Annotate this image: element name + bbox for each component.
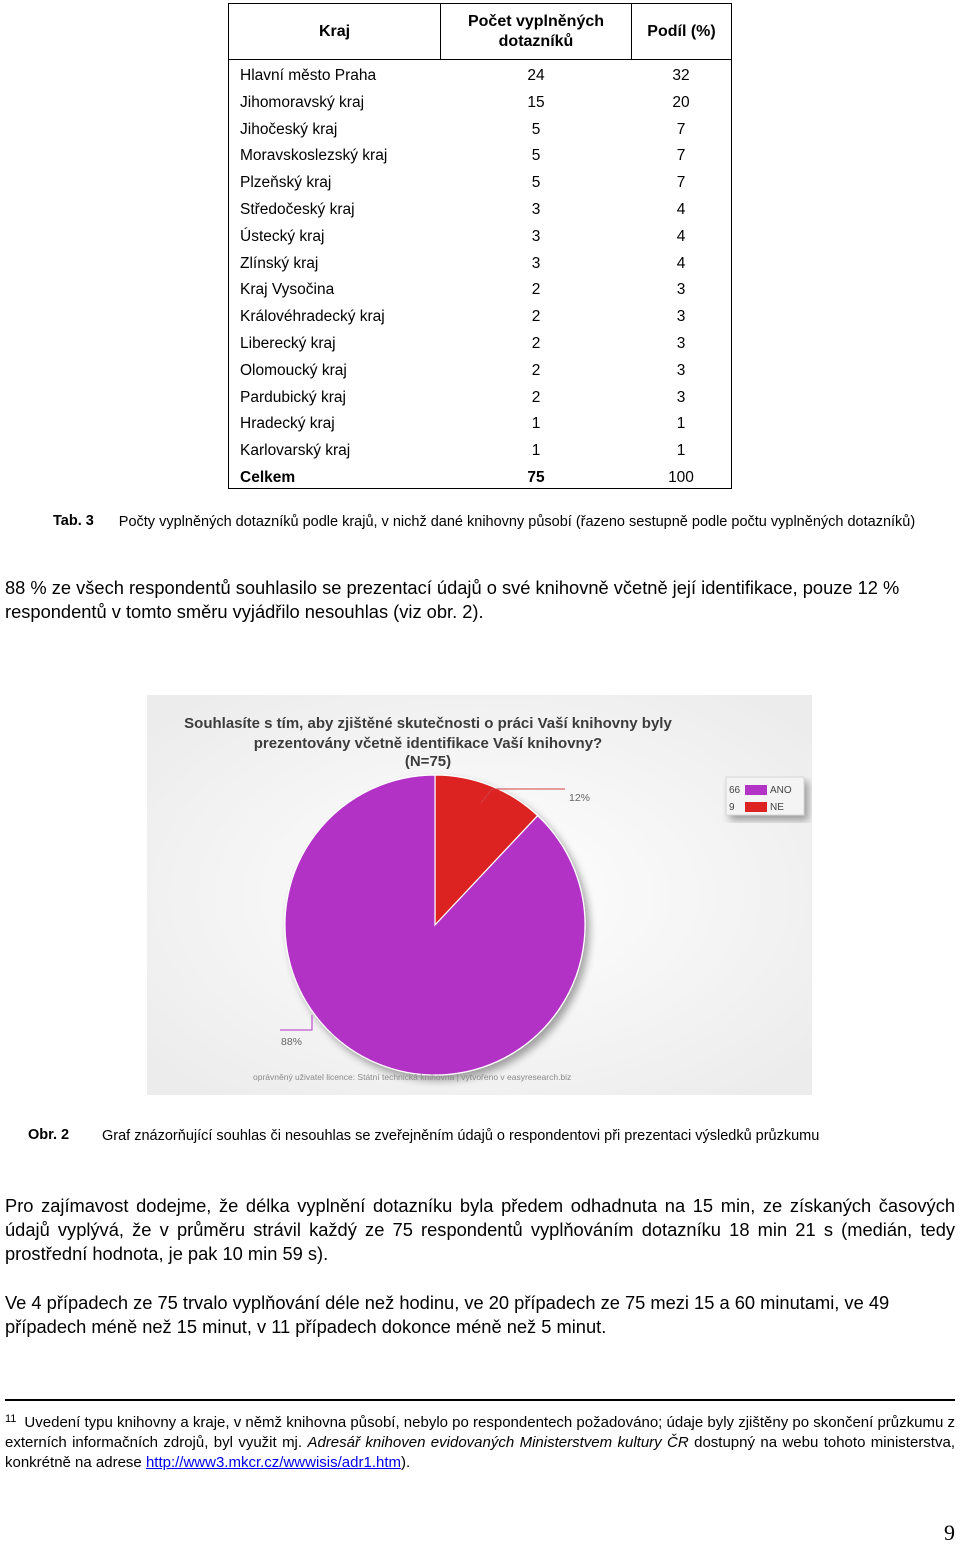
table-row <box>229 331 731 358</box>
table-row <box>229 251 731 278</box>
page-number: 9 <box>944 1520 955 1545</box>
cell-share: 3 <box>676 335 686 352</box>
footnote <box>5 1413 955 1473</box>
table-caption-text: Počty vyplněných dotazníků podle krajů, v nichž dané knihovny působí (řazeno sestupně podle počtu vyplněných dotazníků) <box>118 514 916 530</box>
chart-title-line: (N=75) <box>404 753 452 770</box>
table-caption-label: Tab. 3 <box>53 513 94 529</box>
figure-caption-text: Graf znázorňující souhlas či nesouhlas se zveřejněním údajů o respondentovi při prezentaci výsledků průzkumu <box>102 1128 820 1144</box>
legend-swatch-ano <box>745 785 767 795</box>
footnote-link[interactable]: http://www3.mkcr.cz/wwwisis/adr1.htm <box>145 1454 401 1471</box>
cell-region: Hradecký kraj <box>240 415 335 433</box>
paragraph-duration: Pro zajímavost dodejme, že délka vyplnění dotazníku byla předem odhadnuta na 15 min, ze získaných časových údajů vyplývá, že v průměru strávil každý ze 75 respondentů vyplňováním dotazníku 18 min 21 s (medián, tedy prostřední hodnota, je pak 10 min 59 s). <box>5 1195 955 1264</box>
cell-region: Královéhradecký kraj <box>240 308 385 326</box>
cell-share: 3 <box>676 308 686 326</box>
pie-label-ne: 12% <box>569 792 591 804</box>
pie-slice-ano <box>285 775 585 1075</box>
cell-region: Jihomoravský kraj <box>240 93 365 111</box>
cell-count: 2 <box>531 361 541 379</box>
cell-count: 2 <box>531 388 541 406</box>
cell-count: 5 <box>531 174 541 192</box>
cell-region: Olomoucký kraj <box>240 361 347 379</box>
table-row <box>229 143 731 170</box>
chart-title-line: Souhlasíte s tím, aby zjištěné skutečnosti o práci Vaší knihovny byly <box>184 715 672 732</box>
cell-share: 3 <box>676 281 686 299</box>
paragraph-consent: 88 % ze všech respondentů souhlasilo se prezentací údajů o své knihovně včetně její identifikace, pouze 12 % respondentů v tomto směru vyjádřilo nesouhlas (viz obr. 2). <box>5 577 900 622</box>
table-header <box>229 4 731 60</box>
cell-count: 2 <box>531 281 541 299</box>
chart-footer: oprávněný uživatel licence: Státní technická knihovna | vytvořeno v easyresearch.biz <box>253 1072 572 1082</box>
cell-share: 1 <box>676 442 686 460</box>
chart-legend <box>726 777 804 815</box>
figure-caption-label: Obr. 2 <box>28 1127 70 1143</box>
table-total-row <box>229 465 731 492</box>
table-row <box>229 385 731 412</box>
consent-pie-chart <box>147 695 812 1095</box>
table-row <box>229 358 731 385</box>
cell-region: Plzeňský kraj <box>240 174 332 192</box>
table-row <box>229 224 731 251</box>
legend-label: NE <box>770 802 784 813</box>
cell-region: Kraj Vysočina <box>240 281 335 299</box>
table-row <box>229 63 731 90</box>
cell-count: 5 <box>531 147 541 165</box>
cell-region: Pardubický kraj <box>240 388 346 406</box>
table-row <box>229 117 731 144</box>
pie <box>285 775 585 1075</box>
paragraph-cases: Ve 4 případech ze 75 trvalo vyplňování déle než hodinu, ve 20 případech ze 75 mezi 15 a 60 minutami, ve 49 případech méně než 15 minut, v 11 případech dokonce méně než 5 minut. <box>5 1292 890 1337</box>
footnote-text-c: ). <box>401 1454 411 1471</box>
cell-count: 3 <box>531 227 541 245</box>
table-row <box>229 277 731 304</box>
cell-share: 4 <box>676 254 686 272</box>
chart-title-line: prezentovány včetně identifikace Vaší knihovny? <box>253 735 603 752</box>
footnote-text-a: Uvedení typu knihovny a kraje, v němž knihovna působí, nebylo po respondentech požadováno; údaje byly zjištěny po skončení průzkumu z externích informačních zdrojů, byl využit mj. <box>5 1414 955 1451</box>
cell-region: Hlavní město Praha <box>240 67 377 84</box>
footnote-separator <box>5 1399 955 1401</box>
table-row <box>229 411 731 438</box>
cell-share: 20 <box>672 93 690 111</box>
cell-count: 24 <box>527 67 545 84</box>
cell-region: Jihočeský kraj <box>240 120 338 138</box>
cell-region: Karlovarský kraj <box>240 442 351 460</box>
cell-region: Zlínský kraj <box>240 254 319 272</box>
cell-share: 3 <box>676 388 686 406</box>
table-row <box>229 197 731 224</box>
header-kraj: Kraj <box>318 22 351 40</box>
cell-share: 7 <box>676 174 686 192</box>
cell-region: Celkem <box>240 469 296 486</box>
legend-count: 66 <box>729 785 741 796</box>
table-row <box>229 90 731 117</box>
table-row <box>229 438 731 465</box>
cell-count: 1 <box>531 442 541 460</box>
table-row <box>229 170 731 197</box>
cell-count: 2 <box>531 335 541 352</box>
cell-share: 4 <box>676 227 686 245</box>
cell-share: 7 <box>676 147 686 165</box>
cell-region: Ústecký kraj <box>240 227 325 245</box>
pie-label-ano: 88% <box>281 1036 303 1048</box>
cell-count: 3 <box>531 201 541 218</box>
cell-share: 3 <box>676 361 686 379</box>
cell-share: 1 <box>676 415 686 433</box>
legend-swatch-ne <box>745 802 767 812</box>
cell-share: 7 <box>676 120 686 138</box>
cell-count: 3 <box>531 254 541 272</box>
footnote-source-title: Adresář knihoven evidovaných Ministerstvem kultury ČR <box>307 1434 689 1451</box>
region-table <box>228 3 732 489</box>
cell-share: 4 <box>676 201 686 218</box>
cell-region: Středočeský kraj <box>240 201 355 218</box>
cell-count: 75 <box>527 469 545 486</box>
cell-region: Liberecký kraj <box>240 335 336 352</box>
legend-count: 9 <box>729 802 735 813</box>
cell-count: 5 <box>531 120 541 138</box>
footnote-number: 11 <box>5 1413 17 1425</box>
footnote-text-b: dostupný na webu tohoto ministerstva, konkrétně na adrese <box>5 1434 955 1471</box>
header-count: Počet vyplněných dotazníků <box>467 12 605 50</box>
cell-count: 1 <box>531 415 541 433</box>
table-row <box>229 304 731 331</box>
legend-label: ANO <box>770 785 792 796</box>
cell-count: 15 <box>527 93 545 111</box>
cell-share: 32 <box>672 67 690 84</box>
cell-count: 2 <box>531 308 541 326</box>
cell-share: 100 <box>668 469 694 486</box>
cell-region: Moravskoslezský kraj <box>240 147 388 165</box>
header-share: Podíl (%) <box>647 22 716 40</box>
